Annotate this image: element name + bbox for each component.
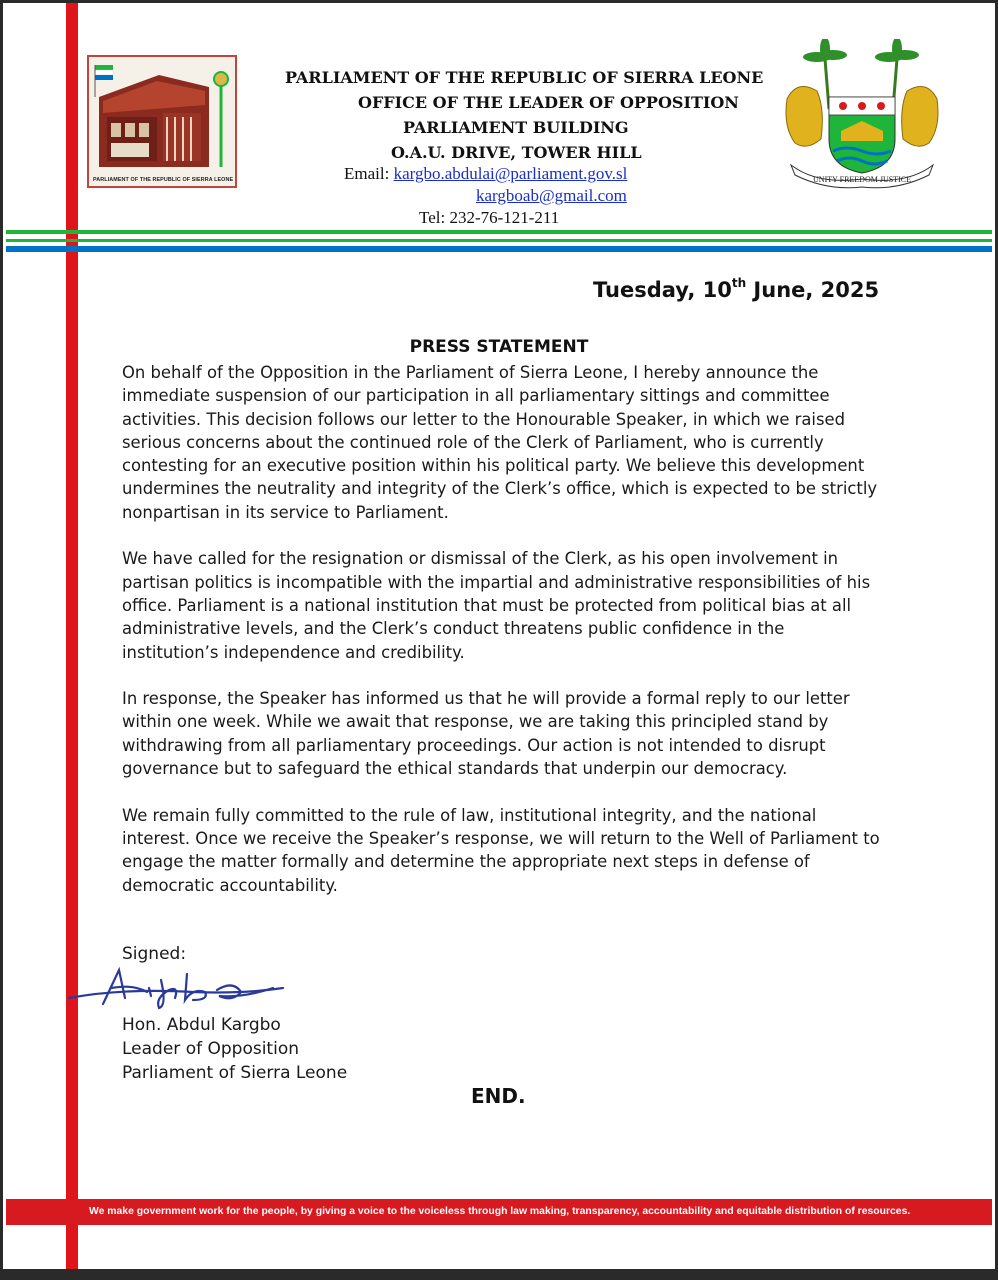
blue-stripe bbox=[6, 246, 992, 252]
motto-text: UNITY FREEDOM JUSTICE bbox=[813, 175, 911, 184]
footer-motto: We make government work for the people, by giving a voice to the voiceless through law making, transparency, accountability and equitable distribution of resources. bbox=[89, 1206, 911, 1217]
handwritten-signature bbox=[63, 958, 303, 1018]
letterhead-line-building: PARLIAMENT BUILDING bbox=[403, 118, 629, 137]
parliament-building-icon bbox=[89, 57, 235, 186]
statement-date: Tuesday, 10th June, 2025 bbox=[593, 276, 880, 302]
email-line-2 bbox=[476, 186, 627, 206]
signatory-name: Hon. Abdul Kargbo bbox=[122, 1015, 281, 1035]
paragraph-1: On behalf of the Opposition in the Parliament of Sierra Leone, I hereby announce the immediate suspension of our participation in all parliamentary sittings and committee activities. This decision follows our letter to the Honourable Speaker, in which we raised serious concerns about the continued role of the Clerk of Parliament, who is currently contesting for an executive position within his political party. We believe this development undermines the neutrality and integrity of the Clerk’s office, which is expected to be strictly nonpartisan in its service to Parliament. bbox=[122, 363, 878, 522]
letterhead-line-office: OFFICE OF THE LEADER OF OPPOSITION bbox=[358, 93, 739, 112]
email-label: Email: bbox=[344, 164, 390, 183]
letterhead-line-parliament: PARLIAMENT OF THE REPUBLIC OF SIERRA LEONE bbox=[285, 68, 764, 87]
signatory-block bbox=[122, 1013, 347, 1085]
signed-label: Signed: bbox=[122, 944, 187, 964]
email-link-parliament[interactable]: kargbo.abdulai@parliament.gov.sl bbox=[393, 164, 628, 183]
end-marker: END. bbox=[471, 1084, 526, 1108]
signatory-organization: Parliament of Sierra Leone bbox=[122, 1063, 348, 1083]
email-link-gmail[interactable]: kargboab@gmail.com bbox=[476, 186, 627, 205]
coat-of-arms-icon bbox=[777, 39, 947, 189]
letter-page bbox=[3, 3, 995, 1269]
green-stripe bbox=[6, 230, 992, 234]
email-line-1 bbox=[344, 164, 627, 184]
parliament-logo bbox=[87, 55, 237, 188]
press-statement-heading: PRESS STATEMENT bbox=[409, 337, 589, 357]
statement-body bbox=[122, 361, 882, 920]
paragraph-3: In response, the Speaker has informed us that he will provide a formal reply to our letter within one week. While we await that response, we are taking this principled stand by withdrawing from all parliamentary proceedings. Our action is not intended to disrupt governance but to safeguard the ethical standards that underpin our democracy. bbox=[122, 689, 850, 779]
logo-caption: PARLIAMENT OF THE REPUBLIC OF SIERRA LEONE bbox=[93, 177, 234, 183]
footer-motto-bar bbox=[6, 1199, 992, 1225]
paragraph-4: We remain fully committed to the rule of law, institutional integrity, and the national interest. Once we receive the Speaker’s response, we will return to the Well of Parliament to engage the matter formally and determine the appropriate next steps in defense of democratic accountability. bbox=[122, 805, 880, 895]
green-stripe-thin bbox=[6, 239, 992, 242]
letterhead-line-address: O.A.U. DRIVE, TOWER HILL bbox=[391, 143, 642, 162]
telephone: Tel: 232-76-121-211 bbox=[419, 208, 560, 227]
paragraph-2: We have called for the resignation or dismissal of the Clerk, as his open involvement in partisan politics is incompatible with the impartial and administrative responsibilities of his office. Parliament is a national institution that must be protected from political bias at all administrative levels, and the Clerk’s conduct threatens public confidence in the institution’s independence and credibility. bbox=[122, 549, 871, 662]
red-margin-line bbox=[66, 3, 78, 1269]
signatory-title: Leader of Opposition bbox=[122, 1039, 299, 1059]
